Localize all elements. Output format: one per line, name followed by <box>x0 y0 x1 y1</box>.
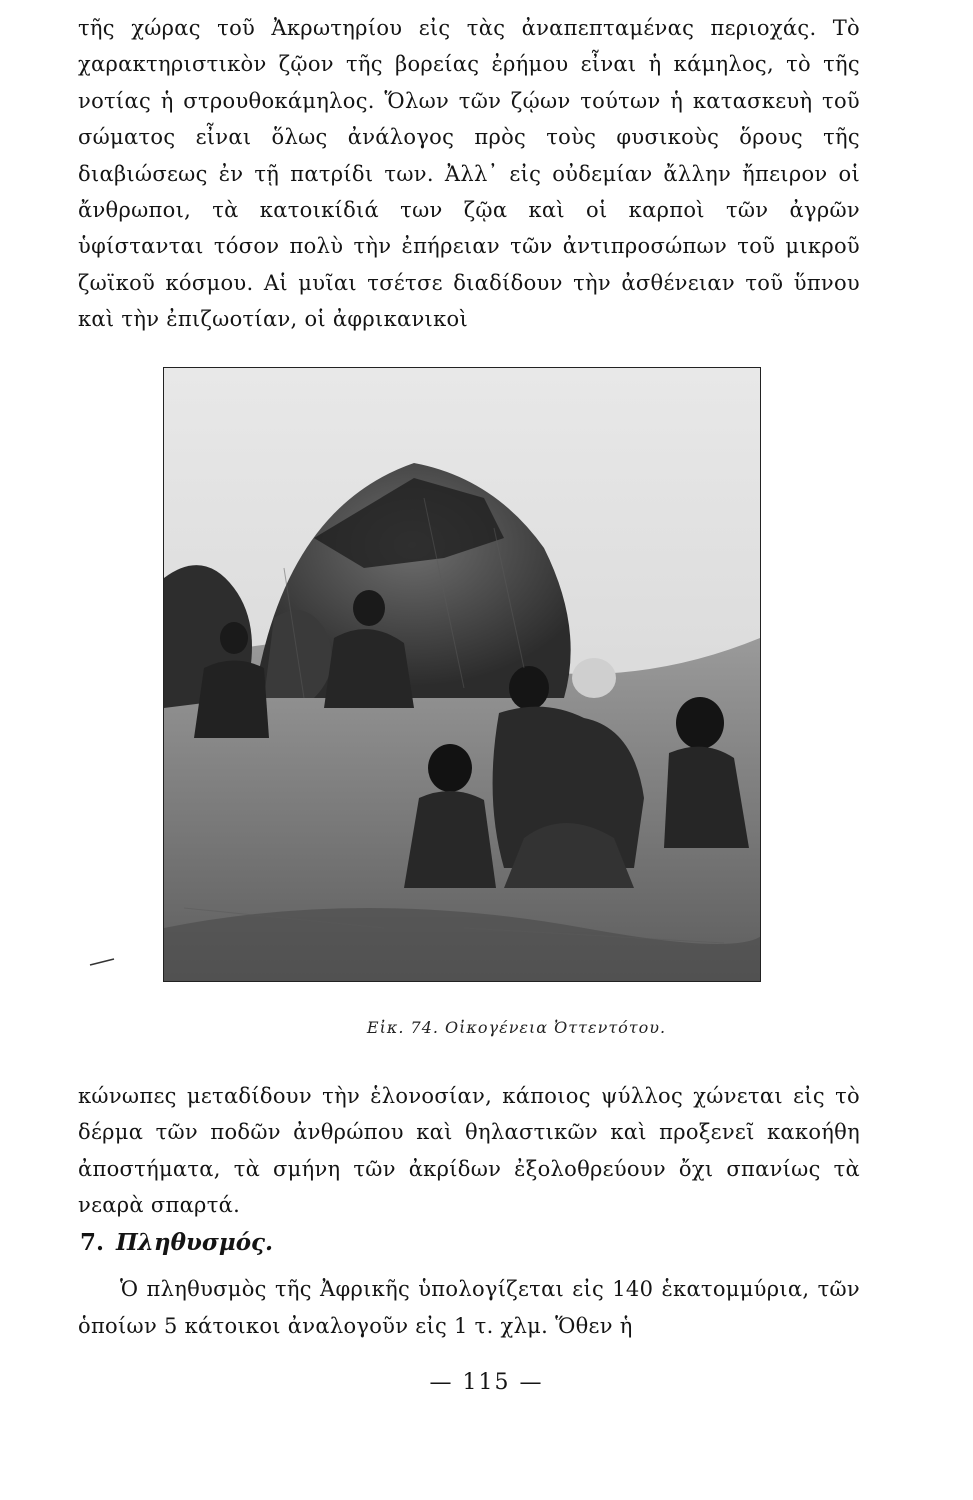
body-paragraph-top: τῆς χώρας τοῦ Ἀκρωτηρίου εἰς τὰς ἀναπεπταμένας περιοχάς. Τὸ χαρακτηριστικὸν ζῷον τῆς βορείας ἐρήμου εἶναι ἡ κάμηλος, τὸ τῆς νοτίας ἡ στρουθοκάμηλος. Ὅλων τῶν ζῴων τούτων ἡ κατασκευὴ τοῦ σώματος εἶναι ὅλως ἀνάλογος πρὸς τοὺς φυσικοὺς ὅρους τῆς διαβιώσεως ἐν τῇ πατρίδι των. Ἀλλ᾽ εἰς οὐδεμίαν ἄλλην ἤπειρον οἱ ἄνθρωποι, τὰ κατοικίδιά των ζῷα καὶ οἱ καρποὶ τῶν ἀγρῶν ὑφίστανται τόσον πολὺ τὴν ἐπήρειαν τῶν ἀντιπροσώπων τοῦ μικροῦ ζωϊκοῦ κόσμου. Αἱ μυῖαι τσέτσε διαδίδουν τὴν ἀσθένειαν τοῦ ὕπνου καὶ τὴν ἐπιζωοτίαν, οἱ ἀφρικανικοὶ <box>78 16 860 332</box>
section-title: Πληθυσμός. <box>116 1229 274 1256</box>
figure-caption-text: Εἰκ. 74. Οἰκογένεια Ὀττεντότου. <box>366 1018 667 1037</box>
photograph-hottentot-family <box>163 367 761 982</box>
section-heading <box>80 1229 273 1256</box>
body-paragraph-population: Ὁ πληθυσμὸς τῆς Ἀφρικῆς ὑπολογίζεται εἰς 140 ἑκατομμύρια, τῶν ὁποίων 5 κάτοικοι ἀναλογοῦν εἰς 1 τ. χλμ. Ὅθεν ἡ <box>78 1277 860 1338</box>
section-number: 7. <box>80 1229 105 1256</box>
figure-caption <box>0 1018 973 1037</box>
body-paragraph-bottom: κώνωπες μεταδίδουν τὴν ἑλονοσίαν, κάποιος ψύλλος χώνεται εἰς τὸ δέρμα τῶν ποδῶν ἀνθρώπου καὶ θηλαστικῶν καὶ προξενεῖ κακοήθη ἀποστήματα, τὰ σμήνη τῶν ἀκρίδων ἐξολοθρεύουν ὄχι σπανίως τὰ νεαρὰ σπαρτά. <box>78 1084 860 1218</box>
page-number: — 115 — <box>429 1370 544 1395</box>
pencil-mark <box>88 958 118 966</box>
